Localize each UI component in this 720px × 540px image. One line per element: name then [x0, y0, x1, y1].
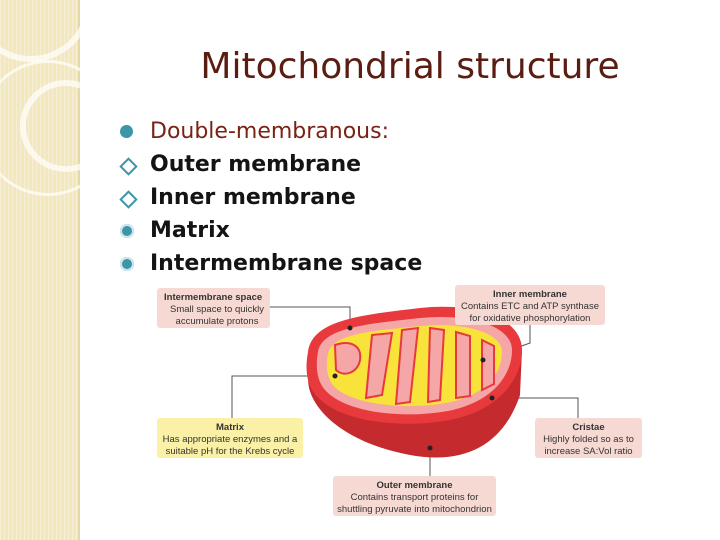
bullet-text: Double-membranous: — [150, 119, 390, 144]
label-line: Contains ETC and ATP synthase — [460, 301, 599, 312]
label-line: Small space to quickly — [170, 304, 264, 315]
label-line: increase SA:Vol ratio — [544, 446, 633, 457]
label-inner-membrane — [455, 285, 605, 325]
label-title: Matrix — [216, 422, 244, 433]
label-line: accumulate protons — [175, 316, 259, 327]
label-title: Cristae — [572, 422, 605, 433]
label-title: Outer membrane — [376, 480, 453, 491]
label-line: shuttling pyruvate into mitochondrion — [337, 504, 492, 515]
label-line: Contains transport proteins for — [350, 492, 479, 503]
bullet-text: Matrix — [150, 218, 230, 243]
label-intermembrane-space — [157, 288, 270, 328]
label-title: Intermembrane space — [164, 292, 263, 303]
label-line: Highly folded so as to — [543, 434, 634, 445]
label-outer-membrane — [333, 476, 496, 516]
bullet-text: Outer membrane — [150, 152, 362, 177]
bullet-text: Intermembrane space — [150, 251, 423, 276]
label-line: suitable pH for the Krebs cycle — [165, 446, 295, 457]
slide-title: Mitochondrial structure — [200, 46, 620, 87]
bullet-text: Inner membrane — [150, 185, 356, 210]
label-matrix — [157, 418, 303, 458]
label-line: Has appropriate enzymes and a — [162, 434, 298, 445]
label-cristae — [535, 418, 642, 458]
label-line: for oxidative phosphorylation — [469, 313, 591, 324]
label-title: Inner membrane — [493, 289, 567, 300]
